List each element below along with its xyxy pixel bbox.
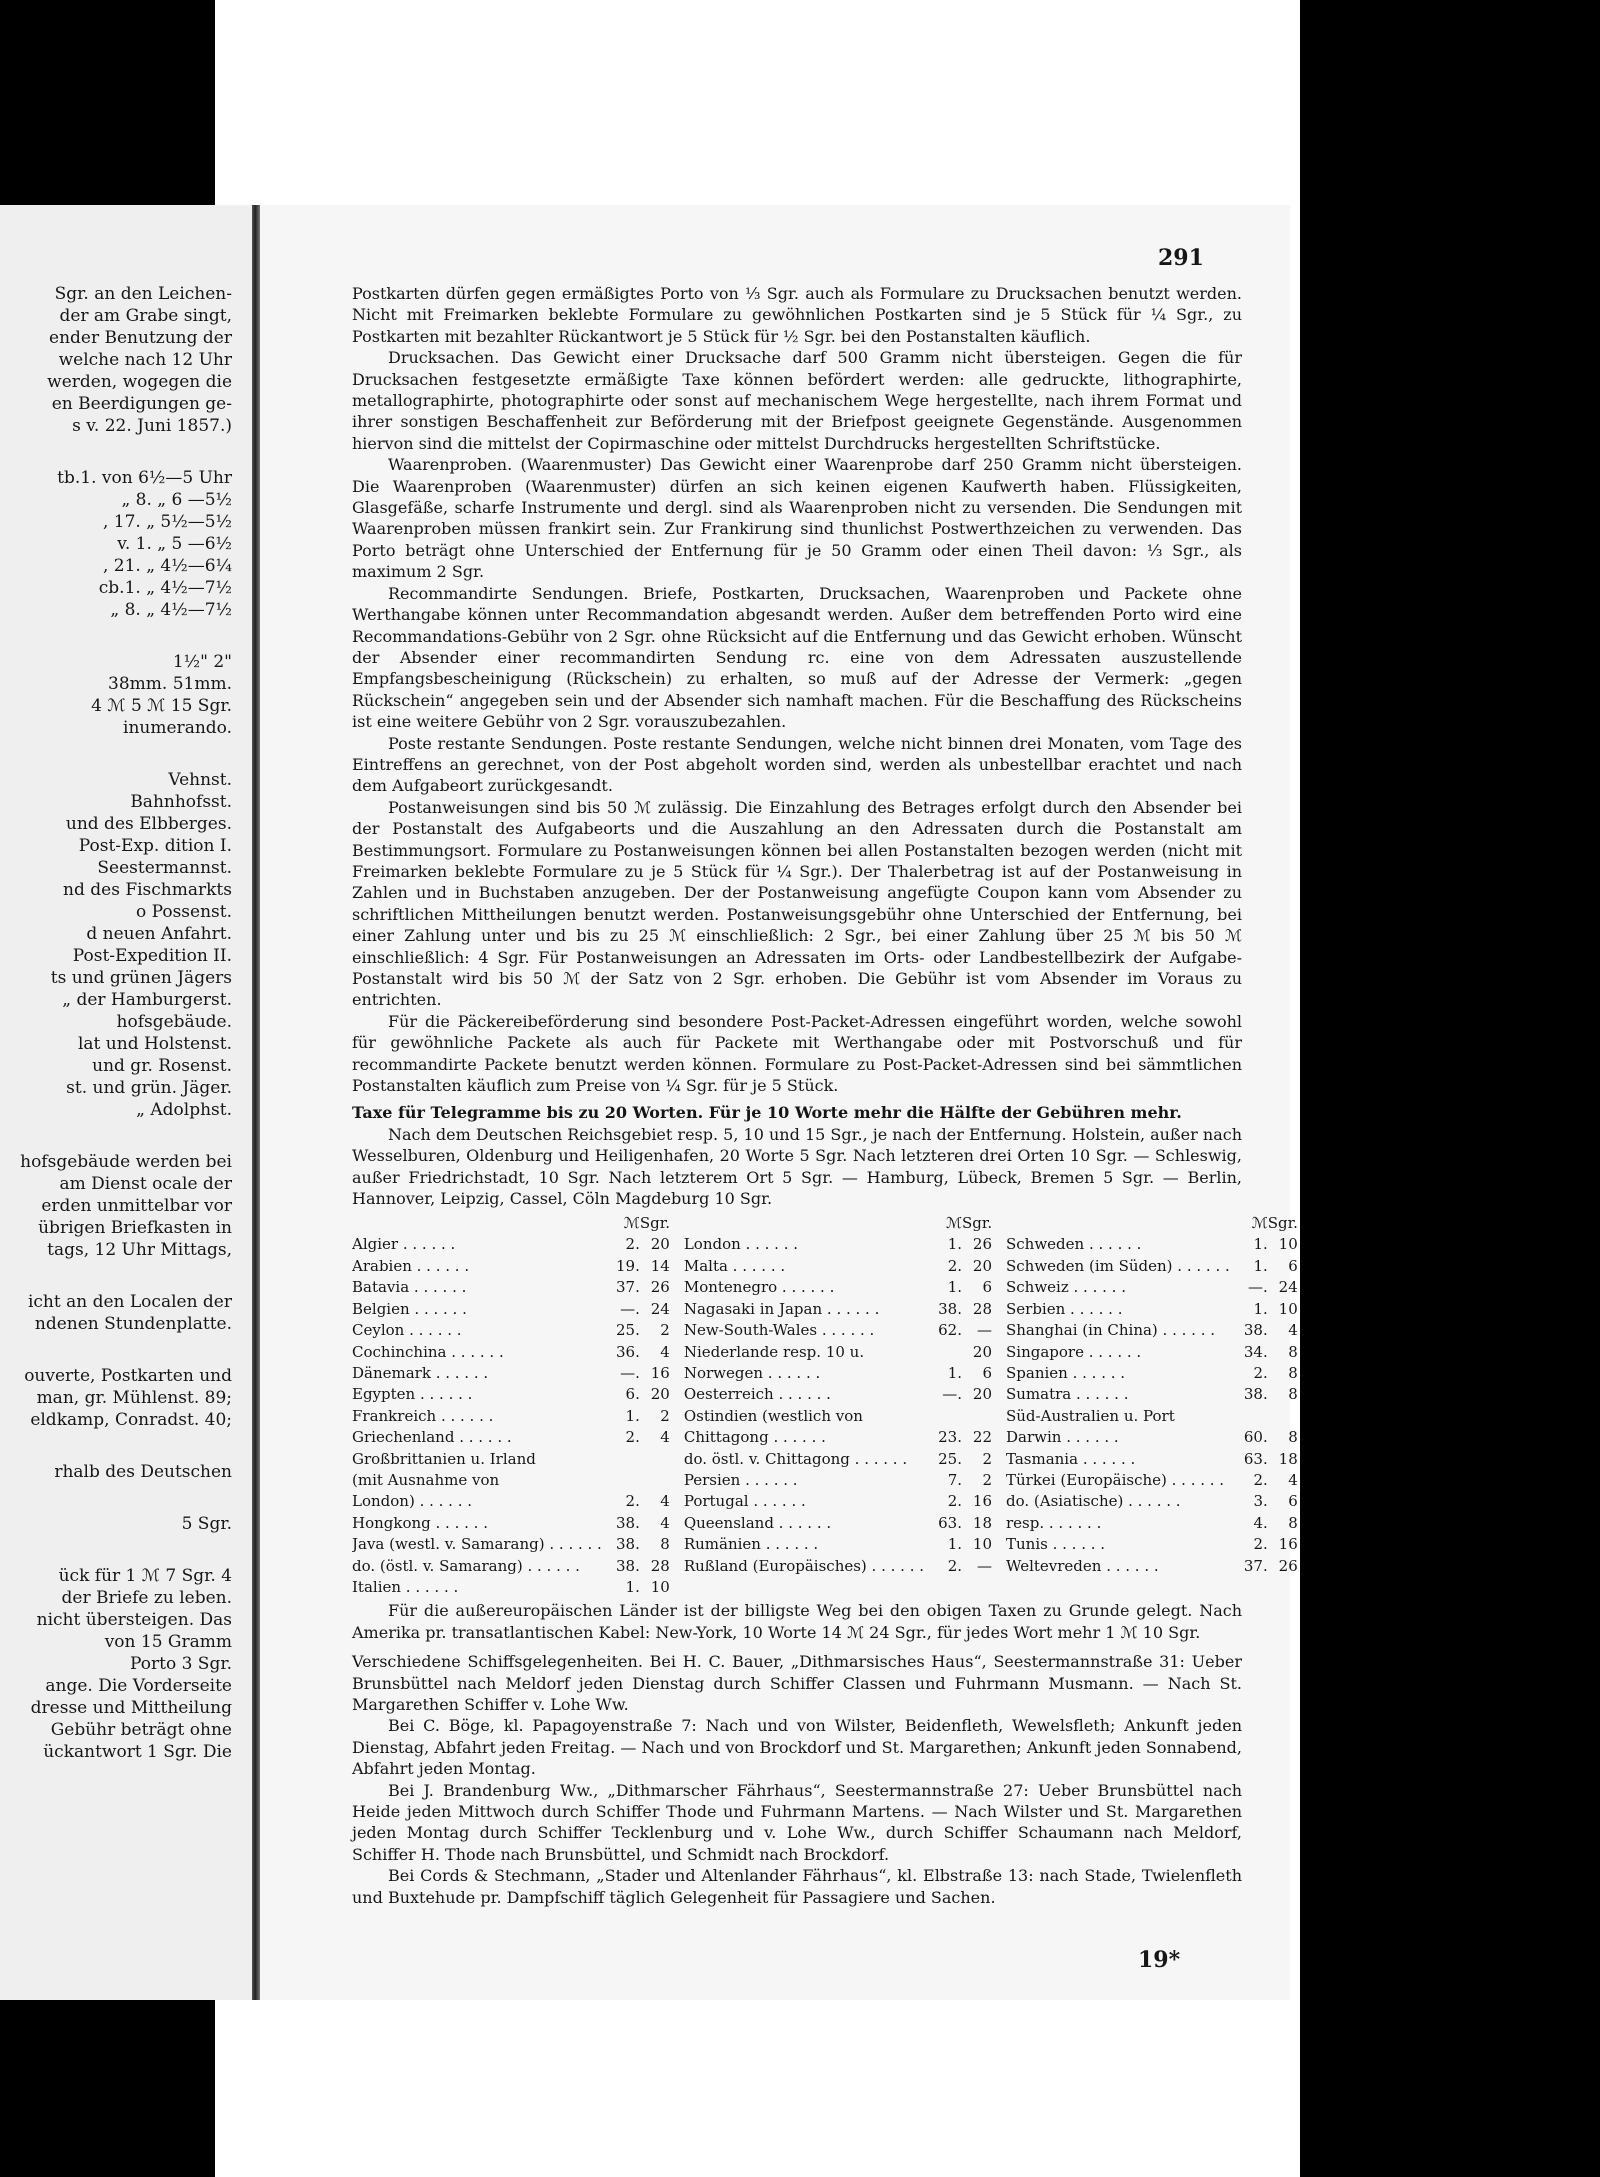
table-row	[352, 1513, 670, 1534]
groschen-cell: 8	[1288, 1513, 1298, 1532]
left-page-line: von 15 Gramm	[104, 1632, 232, 1652]
groschen-cell: 2	[660, 1321, 670, 1340]
groschen-cell: 24	[650, 1299, 670, 1318]
groschen-cell: 16	[650, 1363, 670, 1382]
table-row	[352, 1470, 670, 1491]
country-cell: (mit Ausnahme von	[352, 1470, 500, 1489]
groschen-cell: 8	[660, 1535, 670, 1554]
country-cell: Queensland . . . . . .	[683, 1513, 832, 1532]
left-page-line: tags, 12 Uhr Mittags,	[47, 1240, 232, 1260]
paragraph-drucksachen: Drucksachen. Das Gewicht einer Drucksache darf 500 Gramm nicht übersteigen. Gegen die für Drucksachen festgesetzte ermäßigte Taxe können befördert werden: alle gedruckte, lithographirte, metallographirte, photographirte oder sonst auf mechanischem Wege hergestellte, nach ihrem Format und ihrer sonstigen Beschaffenheit zur Beförderung mit der Briefpost geeignete Gegenstände. Ausgenommen hiervon sind die mittelst der Copirmaschine oder mittelst Durchdrucks hergestellten Schriftstücke.	[352, 348, 1242, 453]
country-cell: London) . . . . . .	[352, 1492, 473, 1511]
groschen-cell: 4	[660, 1428, 670, 1447]
table-row	[684, 1256, 992, 1277]
country-cell: Egypten . . . . . .	[352, 1385, 473, 1404]
right-page	[260, 205, 1298, 2000]
country-cell: Batavia . . . . . .	[352, 1278, 467, 1297]
table-row	[352, 1277, 670, 1298]
left-page-line: ouverte, Postkarten und	[24, 1366, 232, 1386]
table-header-row	[352, 1213, 670, 1234]
country-cell: New-South-Wales . . . . . .	[683, 1321, 875, 1340]
left-page-line: „ 8. „ 6 —5½	[121, 490, 232, 510]
table-row	[352, 1556, 670, 1577]
table-row	[352, 1256, 670, 1277]
left-page-line: Post-Exp. dition I.	[78, 836, 232, 856]
table-row	[684, 1470, 992, 1491]
mark-cell: 25.	[938, 1449, 962, 1468]
groschen-cell: 10	[1278, 1299, 1298, 1318]
country-cell: Persien . . . . . .	[683, 1470, 798, 1489]
paragraph-waarenproben: Waarenproben. (Waarenmuster) Das Gewicht einer Waarenprobe darf 250 Gramm nicht übersteigen. Die Waarenproben (Waarenmuster) dürfen an sich keinen eigenen Kaufwerth haben. Flüssigkeiten, Glasgefäße, scharfe Instrumente und dergl. sind als Waarenproben nicht zu versenden. Die Sendungen mit Waarenproben müssen frankirt sein. Zur Frankirung sind thunlichst Postwerthzeichen zu verwenden. Das Porto beträgt ohne Unterschied der Entfernung für je 50 Gramm oder einen Theil davon: ⅓ Sgr., als maximum 2 Sgr.	[352, 455, 1242, 582]
groschen-cell: 8	[1288, 1342, 1298, 1361]
mark-cell: 1.	[1253, 1235, 1268, 1254]
mark-cell	[924, 1342, 962, 1363]
table-row	[352, 1320, 670, 1341]
country-cell: Schweiz . . . . . .	[1006, 1278, 1126, 1297]
table-row	[1006, 1363, 1298, 1384]
table-row	[352, 1384, 670, 1405]
paragraph-telegramme-title: Taxe für Telegramme bis zu 20 Worten. Für je 10 Worte mehr die Hälfte der Gebühren mehr.	[352, 1103, 1182, 1123]
left-page-line: o Possenst.	[135, 902, 232, 922]
left-page-line: st. und grün. Jäger.	[66, 1078, 232, 1098]
country-cell: Oesterreich . . . . . .	[683, 1385, 831, 1404]
groschen-cell: 10	[972, 1535, 992, 1554]
currency-mark-header: ℳ	[945, 1214, 962, 1233]
left-page-line: 4 ℳ 5 ℳ 15 Sgr.	[91, 696, 232, 716]
left-page-line: Porto 3 Sgr.	[130, 1654, 232, 1674]
left-page-line: eldkamp, Conradst. 40;	[30, 1410, 232, 1430]
groschen-cell: 8	[1288, 1385, 1298, 1404]
country-cell: Ceylon . . . . . .	[352, 1321, 462, 1340]
groschen-cell: 4	[660, 1342, 670, 1361]
table-row	[1006, 1342, 1298, 1363]
table-row	[684, 1427, 992, 1448]
country-cell: Norwegen . . . . . .	[683, 1363, 821, 1382]
groschen-cell: 6	[1288, 1256, 1298, 1275]
paragraph-postkarten: Postkarten dürfen gegen ermäßigtes Porto von ⅓ Sgr. auch als Formulare zu Drucksachen benutzt werden. Nicht mit Freimarken beklebte Formulare zu gewöhnlichen Postkarten sind je 5 Stück für ¼ Sgr., zu Postkarten mit bezahlter Rückantwort je 5 Stück für ½ Sgr. bei den Postanstalten käuflich.	[352, 284, 1242, 346]
mark-cell: 2.	[625, 1492, 640, 1511]
groschen-cell: 10	[650, 1577, 670, 1596]
currency-mark-header: ℳ	[1251, 1214, 1268, 1233]
left-page-line	[0, 1535, 250, 1565]
mark-cell: 1.	[947, 1363, 962, 1382]
table-row	[1006, 1406, 1298, 1427]
mark-cell: 7.	[947, 1470, 962, 1489]
mark-cell: —.	[620, 1363, 640, 1382]
mark-cell: 2.	[625, 1428, 640, 1447]
paragraph-telegramme-rates: Nach dem Deutschen Reichsgebiet resp. 5, 10 und 15 Sgr., je nach der Entfernung. Holstein, außer nach Wesselburen, Oldenburg und Heiligenhafen, 20 Worte 5 Sgr. Nach letzteren drei Orten 10 Sgr. — Schleswig, außer Friedrichstadt, 10 Sgr. Nach letzterem Ort 5 Sgr. — Hamburg, Lübeck, Bremen 5 Sgr. — Berlin, Hannover, Leipzig, Cassel, Cöln Magdeburg 10 Sgr.	[352, 1124, 1242, 1209]
country-cell: Chittagong . . . . . .	[683, 1428, 826, 1447]
table-row	[352, 1427, 670, 1448]
table-row	[684, 1320, 992, 1341]
left-page-line: am Dienst ocale der	[59, 1174, 232, 1194]
left-page-line: ender Benutzung der	[49, 328, 232, 348]
mark-cell: 60.	[1243, 1428, 1268, 1447]
country-cell: Rußland (Europäisches) . . . . . .	[683, 1556, 924, 1575]
mark-cell: 62.	[938, 1321, 962, 1340]
table-row	[684, 1299, 992, 1320]
table-row	[684, 1534, 992, 1555]
mark-cell: 1.	[1253, 1256, 1268, 1275]
table-row	[352, 1342, 670, 1363]
paragraph-boege: Bei C. Böge, kl. Papagoyenstraße 7: Nach und von Wilster, Beidenfleth, Wewelsfleth; Ankunft jeden Dienstag, Abfahrt jeden Freitag. — Nach und von Brockdorf und St. Margarethen; Ankunft jeden Sonnabend, Abfahrt jeden Montag.	[352, 1716, 1242, 1779]
country-cell: do. (Asiatische) . . . . . .	[1006, 1492, 1181, 1511]
left-page-line: v. 1. „ 5 —6½	[117, 534, 232, 554]
mark-cell: 2.	[625, 1235, 640, 1254]
country-cell: Italien . . . . . .	[352, 1577, 459, 1596]
table-row	[1006, 1234, 1298, 1255]
left-page-line: 1½" 2"	[172, 652, 232, 672]
mark-cell: 2.	[947, 1556, 962, 1575]
left-page-line: icht an den Localen der	[27, 1292, 232, 1312]
table-row	[1006, 1449, 1298, 1470]
left-page-line	[0, 1431, 250, 1461]
groschen-cell: 26	[972, 1235, 992, 1254]
mark-cell: 23.	[938, 1428, 962, 1447]
mark-cell: 38.	[1243, 1321, 1268, 1340]
mark-cell: 1.	[947, 1235, 962, 1254]
table-row	[352, 1534, 670, 1555]
table-header-row	[684, 1213, 992, 1234]
left-page-line: nd des Fischmarkts	[63, 880, 232, 900]
country-cell: Portugal . . . . . .	[683, 1492, 806, 1511]
mark-cell: 36.	[615, 1342, 640, 1361]
country-cell: Montenegro . . . . . .	[683, 1278, 835, 1297]
groschen-cell: 6	[982, 1278, 992, 1297]
paragraph-brandenburg: Bei J. Brandenburg Ww., „Dithmarscher Fährhaus“, Seestermannstraße 27: Ueber Brunsbüttel nach Heide jeden Mittwoch durch Schiffer Thode und Fuhrmann Martens. — Nach Wilster und St. Margarethen jeden Montag durch Schiffer Tecklenburg und v. Lohe Ww., durch Schiffer Schaumann nach Meldorf, Schiffer H. Thode nach Brunsbüttel, und Schmidt nach Brockdorf.	[352, 1780, 1242, 1864]
table-row	[684, 1342, 992, 1363]
left-page-line: ück für 1 ℳ 7 Sgr. 4	[58, 1566, 232, 1586]
left-page-line: und des Elbberges.	[65, 814, 232, 834]
table-row	[352, 1491, 670, 1512]
groschen-cell: 2	[982, 1449, 992, 1468]
mark-cell	[602, 1470, 640, 1491]
left-page-line	[0, 437, 250, 467]
country-cell: Süd-Australien u. Port	[1006, 1406, 1175, 1425]
groschen-cell: 18	[972, 1513, 992, 1532]
table-row	[684, 1449, 992, 1470]
mark-cell	[1230, 1406, 1268, 1427]
page-content	[352, 245, 1298, 1908]
groschen-cell: 28	[650, 1556, 670, 1575]
groschen-cell	[1268, 1406, 1298, 1427]
left-page-line: der am Grabe singt,	[59, 306, 232, 326]
left-page-line	[0, 621, 250, 651]
left-page-line: d neuen Anfahrt.	[86, 924, 232, 944]
left-page-line: und gr. Rosenst.	[92, 1056, 232, 1076]
telegram-table-column-1	[352, 1213, 670, 1598]
table-row	[352, 1406, 670, 1427]
paragraph-aussereuropa: Für die außereuropäischen Länder ist der billigste Weg bei den obigen Taxen zu Grunde gelegt. Nach Amerika pr. transatlantischen Kabel: New-York, 10 Worte 14 ℳ 24 Sgr., für jedes Wort mehr 1 ℳ 10 Sgr.	[352, 1601, 1242, 1642]
mark-cell: 2.	[947, 1256, 962, 1275]
groschen-cell: 8	[1288, 1428, 1298, 1447]
left-page-line: s v. 22. Juni 1857.)	[72, 416, 232, 436]
table-row	[1006, 1277, 1298, 1298]
country-cell: Dänemark . . . . . .	[352, 1363, 489, 1382]
groschen-cell: 20	[972, 1385, 992, 1404]
book-spread	[0, 205, 1298, 2000]
mark-cell: —.	[942, 1385, 962, 1404]
paragraph-recommandirte: Recommandirte Sendungen. Briefe, Postkarten, Drucksachen, Waarenproben und Packete ohne Werthangabe können unter Recommandation abgesandt werden. Außer dem betreffenden Porto wird eine Recommandations-Gebühr von 2 Sgr. ohne Rücksicht auf die Entfernung und das Gewicht erhoben. Wünscht der Absender einer recommandirten Sendung rc. eine von dem Adressaten auszustellende Empfangsbescheinigung (Rückschein) zu erhalten, so muß auf der Adresse der Vermerk: „gegen Rückschein“ angegeben sein und der Absender sich namhaft machen. Für die Beschaffung des Rückscheins ist eine weitere Gebühr von 2 Sgr. vorauszubezahlen.	[352, 583, 1242, 732]
country-cell: Spanien . . . . . .	[1006, 1363, 1126, 1382]
left-page-line: dresse und Mittheilung	[30, 1698, 232, 1718]
mark-cell: 2.	[1253, 1363, 1268, 1382]
mark-cell: 4.	[1253, 1513, 1268, 1532]
mark-cell: 38.	[938, 1299, 962, 1318]
mark-cell: 2.	[1253, 1535, 1268, 1554]
groschen-cell: 20	[972, 1256, 992, 1275]
country-cell: Serbien . . . . . .	[1006, 1299, 1123, 1318]
left-page-line: man, gr. Mühlenst. 89;	[36, 1388, 232, 1408]
left-page-line: cb.1. „ 4½—7½	[98, 578, 232, 598]
groschen-cell: 26	[1278, 1556, 1298, 1575]
left-page-line: ndenen Stundenplatte.	[34, 1314, 232, 1334]
mark-cell: 34.	[1243, 1342, 1268, 1361]
mark-cell: 1.	[625, 1577, 640, 1596]
groschen-cell: 20	[650, 1385, 670, 1404]
groschen-cell: 10	[1278, 1235, 1298, 1254]
country-cell: Java (westl. v. Samarang) . . . . . .	[352, 1535, 602, 1554]
mark-cell: 1.	[947, 1535, 962, 1554]
left-page-line: Post-Expedition II.	[72, 946, 232, 966]
country-cell: Weltevreden . . . . . .	[1006, 1556, 1159, 1575]
left-page-line: 38mm. 51mm.	[108, 674, 232, 694]
left-page-line: ange. Die Vorderseite	[45, 1676, 232, 1696]
left-page-line: 5 Sgr.	[181, 1514, 232, 1534]
groschen-cell: 20	[650, 1235, 670, 1254]
mark-cell: 25.	[615, 1321, 640, 1340]
left-page-line: Seestermannst.	[97, 858, 232, 878]
mark-cell: 63.	[1243, 1449, 1268, 1468]
left-page-line: , 21. „ 4½—6¼	[102, 556, 232, 576]
country-cell: Arabien . . . . . .	[352, 1256, 470, 1275]
country-cell: Rumänien . . . . . .	[683, 1535, 819, 1554]
mark-cell	[602, 1449, 640, 1470]
country-cell: Darwin . . . . . .	[1006, 1428, 1119, 1447]
table-row	[1006, 1384, 1298, 1405]
country-cell: Großbrittanien u. Irland	[352, 1449, 536, 1468]
page-number: 291	[1158, 245, 1204, 271]
left-page	[0, 205, 252, 2000]
left-page-line	[0, 1483, 250, 1513]
table-row	[1006, 1491, 1298, 1512]
table-row	[352, 1449, 670, 1470]
mark-cell: 37.	[615, 1278, 640, 1297]
left-page-line: „ der Hamburgerst.	[62, 990, 232, 1010]
paragraph-cords: Bei Cords & Stechmann, „Stader und Altenlander Fährhaus“, kl. Elbstraße 13: nach Stade, Twielenfleth und Buxtehude pr. Dampfschiff täglich Gelegenheit für Passagiere und Sachen.	[352, 1866, 1242, 1907]
table-row	[684, 1363, 992, 1384]
groschen-cell: —	[977, 1556, 992, 1575]
left-page-line	[0, 739, 250, 769]
country-cell: Ostindien (westlich von	[683, 1406, 863, 1425]
left-page-line: Bahnhofsst.	[130, 792, 232, 812]
paragraph-postanweisungen: Postanweisungen sind bis 50 ℳ zulässig. Die Einzahlung des Betrages erfolgt durch den Absender bei der Postanstalt des Aufgabeorts und die Auszahlung an den Adressaten durch die Postanstalt am Bestimmungsort. Formulare zu Postanweisungen können bei allen Postanstalten bezogen werden (nicht mit Freimarken beklebte Formulare zu je 5 Stück für ¼ Sgr.). Der Thalerbetrag ist auf der Postanweisung in Zahlen und in Buchstaben anzugeben. Der der Postanweisung angefügte Coupon kann vom Absender zu schriftlichen Mittheilungen benutzt werden. Postanweisungsgebühr ohne Unterschied der Entfernung, bei einer Zahlung unter und bis zu 25 ℳ einschließlich: 2 Sgr., bei einer Zahlung über 25 ℳ bis 50 ℳ einschließlich: 4 Sgr. Für Postanweisungen an Adressaten im Orts- oder Landbestellbezirk der Aufgabe-Postanstalt wird bis 50 ℳ der Satz von 2 Sgr. erhoben. Die Gebühr ist vom Absender im Voraus zu entrichten.	[352, 797, 1242, 1010]
currency-sgr-header: Sgr.	[639, 1214, 671, 1233]
left-page-line	[0, 1335, 250, 1365]
groschen-cell: 4	[660, 1492, 670, 1511]
left-page-line: der Briefe zu leben.	[61, 1588, 232, 1608]
country-cell: Niederlande resp. 10 u.	[683, 1342, 865, 1361]
left-page-line: nicht übersteigen. Das	[36, 1610, 232, 1630]
groschen-cell: 2	[660, 1406, 670, 1425]
left-page-line: „ 8. „ 4½—7½	[110, 600, 232, 620]
table-row	[684, 1406, 992, 1427]
mark-cell: —.	[1247, 1278, 1268, 1297]
table-row	[352, 1299, 670, 1320]
country-cell: Sumatra . . . . . .	[1006, 1385, 1129, 1404]
left-page-line: inumerando.	[123, 718, 232, 738]
left-page-line: Gebühr beträgt ohne	[50, 1720, 232, 1740]
mark-cell: 6.	[625, 1385, 640, 1404]
mark-cell: 19.	[615, 1256, 640, 1275]
signature-mark: 19*	[1138, 1947, 1181, 1973]
country-cell: Griechenland . . . . . .	[352, 1428, 512, 1447]
currency-sgr-header: Sgr.	[962, 1214, 993, 1233]
country-cell: Frankreich . . . . . .	[352, 1406, 494, 1425]
table-row	[684, 1513, 992, 1534]
left-page-line: lat und Holstenst.	[77, 1034, 232, 1054]
country-cell: do. östl. v. Chittagong . . . . . .	[683, 1449, 908, 1468]
mark-cell: 38.	[615, 1556, 640, 1575]
country-cell: Algier . . . . . .	[352, 1235, 456, 1254]
groschen-cell	[962, 1406, 992, 1427]
currency-mark-header: ℳ	[623, 1214, 640, 1233]
left-page-line: welche nach 12 Uhr	[58, 350, 232, 370]
country-cell: Schweden . . . . . .	[1006, 1235, 1142, 1254]
left-page-line: übrigen Briefkasten in	[38, 1218, 232, 1238]
table-row	[1006, 1470, 1298, 1491]
left-page-line: tb.1. von 6½—5 Uhr	[57, 468, 232, 488]
left-page-line: „ Adolphst.	[136, 1100, 232, 1120]
country-cell: Malta . . . . . .	[683, 1256, 786, 1275]
table-row	[1006, 1427, 1298, 1448]
country-cell: resp. . . . . . .	[1006, 1513, 1102, 1532]
mark-cell: 63.	[938, 1513, 962, 1532]
groschen-cell	[640, 1449, 670, 1470]
table-row	[1006, 1534, 1298, 1555]
scan-border-right	[1300, 0, 1600, 2177]
currency-sgr-header: Sgr.	[1267, 1214, 1298, 1233]
groschen-cell: 4	[1288, 1321, 1298, 1340]
groschen-cell: 6	[982, 1363, 992, 1382]
table-row	[684, 1491, 992, 1512]
left-page-line: Sgr. an den Leichen-	[54, 284, 232, 304]
left-page-line: hofsgebäude werden bei	[20, 1152, 232, 1172]
groschen-cell: 24	[1278, 1278, 1298, 1297]
table-row	[352, 1363, 670, 1384]
left-page-line: , 17. „ 5½—5½	[102, 512, 232, 532]
groschen-cell: 2	[982, 1470, 992, 1489]
country-cell: Hongkong . . . . . .	[352, 1513, 488, 1532]
left-page-line: erden unmittelbar vor	[41, 1196, 232, 1216]
mark-cell	[924, 1406, 962, 1427]
groschen-cell: 18	[1278, 1449, 1298, 1468]
left-page-line: hofsgebäude.	[116, 1012, 232, 1032]
left-page-line: Vehnst.	[168, 770, 232, 790]
table-header-row	[1006, 1213, 1298, 1234]
mark-cell: 2.	[947, 1492, 962, 1511]
table-row	[684, 1556, 992, 1577]
groschen-cell: 8	[1288, 1363, 1298, 1382]
mark-cell: 38.	[1243, 1385, 1268, 1404]
table-row	[1006, 1556, 1298, 1577]
left-page-line	[0, 1121, 250, 1151]
mark-cell: 38.	[615, 1535, 640, 1554]
mark-cell: 1.	[625, 1406, 640, 1425]
country-cell: London . . . . . .	[683, 1235, 799, 1254]
country-cell: Tunis . . . . . .	[1006, 1535, 1106, 1554]
paragraph-schiffsgelegenheiten: Verschiedene Schiffsgelegenheiten. Bei H. C. Bauer, „Dithmarsisches Haus“, Seestermannstraße 31: Ueber Brunsbüttel nach Meldorf jeden Dienstag durch Schiffer Classen und Fuhrmann Musmann. — Nach St. Margarethen Schiffer v. Lohe Ww.	[352, 1652, 1242, 1714]
groschen-cell: 6	[1288, 1492, 1298, 1511]
groschen-cell: 16	[1278, 1535, 1298, 1554]
country-cell: Tasmania . . . . . .	[1006, 1449, 1136, 1468]
paragraph-packete: Für die Päckereibeförderung sind besondere Post-Packet-Adressen eingeführt worden, welche sowohl für gewöhnliche Packete als auch für Packete mit Werthangabe oder mit Postvorschuß und für recommandirte Packete benutzt werden können. Formulare zu Post-Packet-Adressen sind bei sämmtlichen Postanstalten käuflich zum Preise von ¼ Sgr. für je 5 Stück.	[352, 1011, 1242, 1096]
left-page-line: ts und grünen Jägers	[50, 968, 232, 988]
table-row	[1006, 1256, 1298, 1277]
table-row	[352, 1234, 670, 1255]
country-cell: Cochinchina . . . . . .	[352, 1342, 504, 1361]
country-cell: Belgien . . . . . .	[352, 1299, 467, 1318]
table-row	[1006, 1513, 1298, 1534]
mark-cell: —.	[620, 1299, 640, 1318]
groschen-cell: 4	[1288, 1470, 1298, 1489]
mark-cell: 38.	[615, 1513, 640, 1532]
table-row	[684, 1234, 992, 1255]
country-cell: Schweden (im Süden) . . . . . .	[1006, 1256, 1230, 1275]
groschen-cell: 22	[972, 1428, 992, 1447]
telegram-table-column-3	[1006, 1213, 1298, 1598]
groschen-cell: —	[977, 1321, 992, 1340]
left-page-line: werden, wogegen die	[47, 372, 232, 392]
left-page-line: ückantwort 1 Sgr. Die	[43, 1742, 232, 1762]
country-cell: Türkei (Europäische) . . . . . .	[1006, 1470, 1225, 1489]
book-gutter	[252, 205, 260, 2000]
groschen-cell: 28	[972, 1299, 992, 1318]
mark-cell: 2.	[1253, 1470, 1268, 1489]
groschen-cell: 16	[972, 1492, 992, 1511]
left-page-text	[0, 283, 250, 1763]
country-cell: Nagasaki in Japan . . . . . .	[683, 1299, 880, 1318]
table-row	[684, 1277, 992, 1298]
mark-cell: 1.	[1253, 1299, 1268, 1318]
country-cell: do. (östl. v. Samarang) . . . . . .	[352, 1556, 580, 1575]
mark-cell: 37.	[1243, 1556, 1268, 1575]
groschen-cell: 4	[660, 1513, 670, 1532]
left-page-line: en Beerdigungen ge-	[51, 394, 232, 414]
groschen-cell: 14	[650, 1256, 670, 1275]
country-cell: Singapore . . . . . .	[1006, 1342, 1142, 1361]
table-row	[684, 1384, 992, 1405]
mark-cell: 3.	[1253, 1492, 1268, 1511]
table-row	[352, 1577, 670, 1598]
groschen-cell: 20	[972, 1342, 992, 1361]
table-row	[1006, 1320, 1298, 1341]
telegram-rate-table	[352, 1213, 1298, 1598]
telegram-table-column-2	[684, 1213, 992, 1598]
table-row	[1006, 1299, 1298, 1320]
groschen-cell: 26	[650, 1278, 670, 1297]
country-cell: Shanghai (in China) . . . . . .	[1006, 1321, 1215, 1340]
left-page-line: rhalb des Deutschen	[54, 1462, 232, 1482]
left-page-line	[0, 1261, 250, 1291]
mark-cell: 1.	[947, 1278, 962, 1297]
paragraph-poste-restante: Poste restante Sendungen. Poste restante Sendungen, welche nicht binnen drei Monaten, vom Tage des Eintreffens an gerechnet, von der Post abgeholt worden sind, werden als unbestellbar erachtet und nach dem Aufgabeort zurückgesandt.	[352, 733, 1242, 796]
groschen-cell	[640, 1470, 670, 1491]
